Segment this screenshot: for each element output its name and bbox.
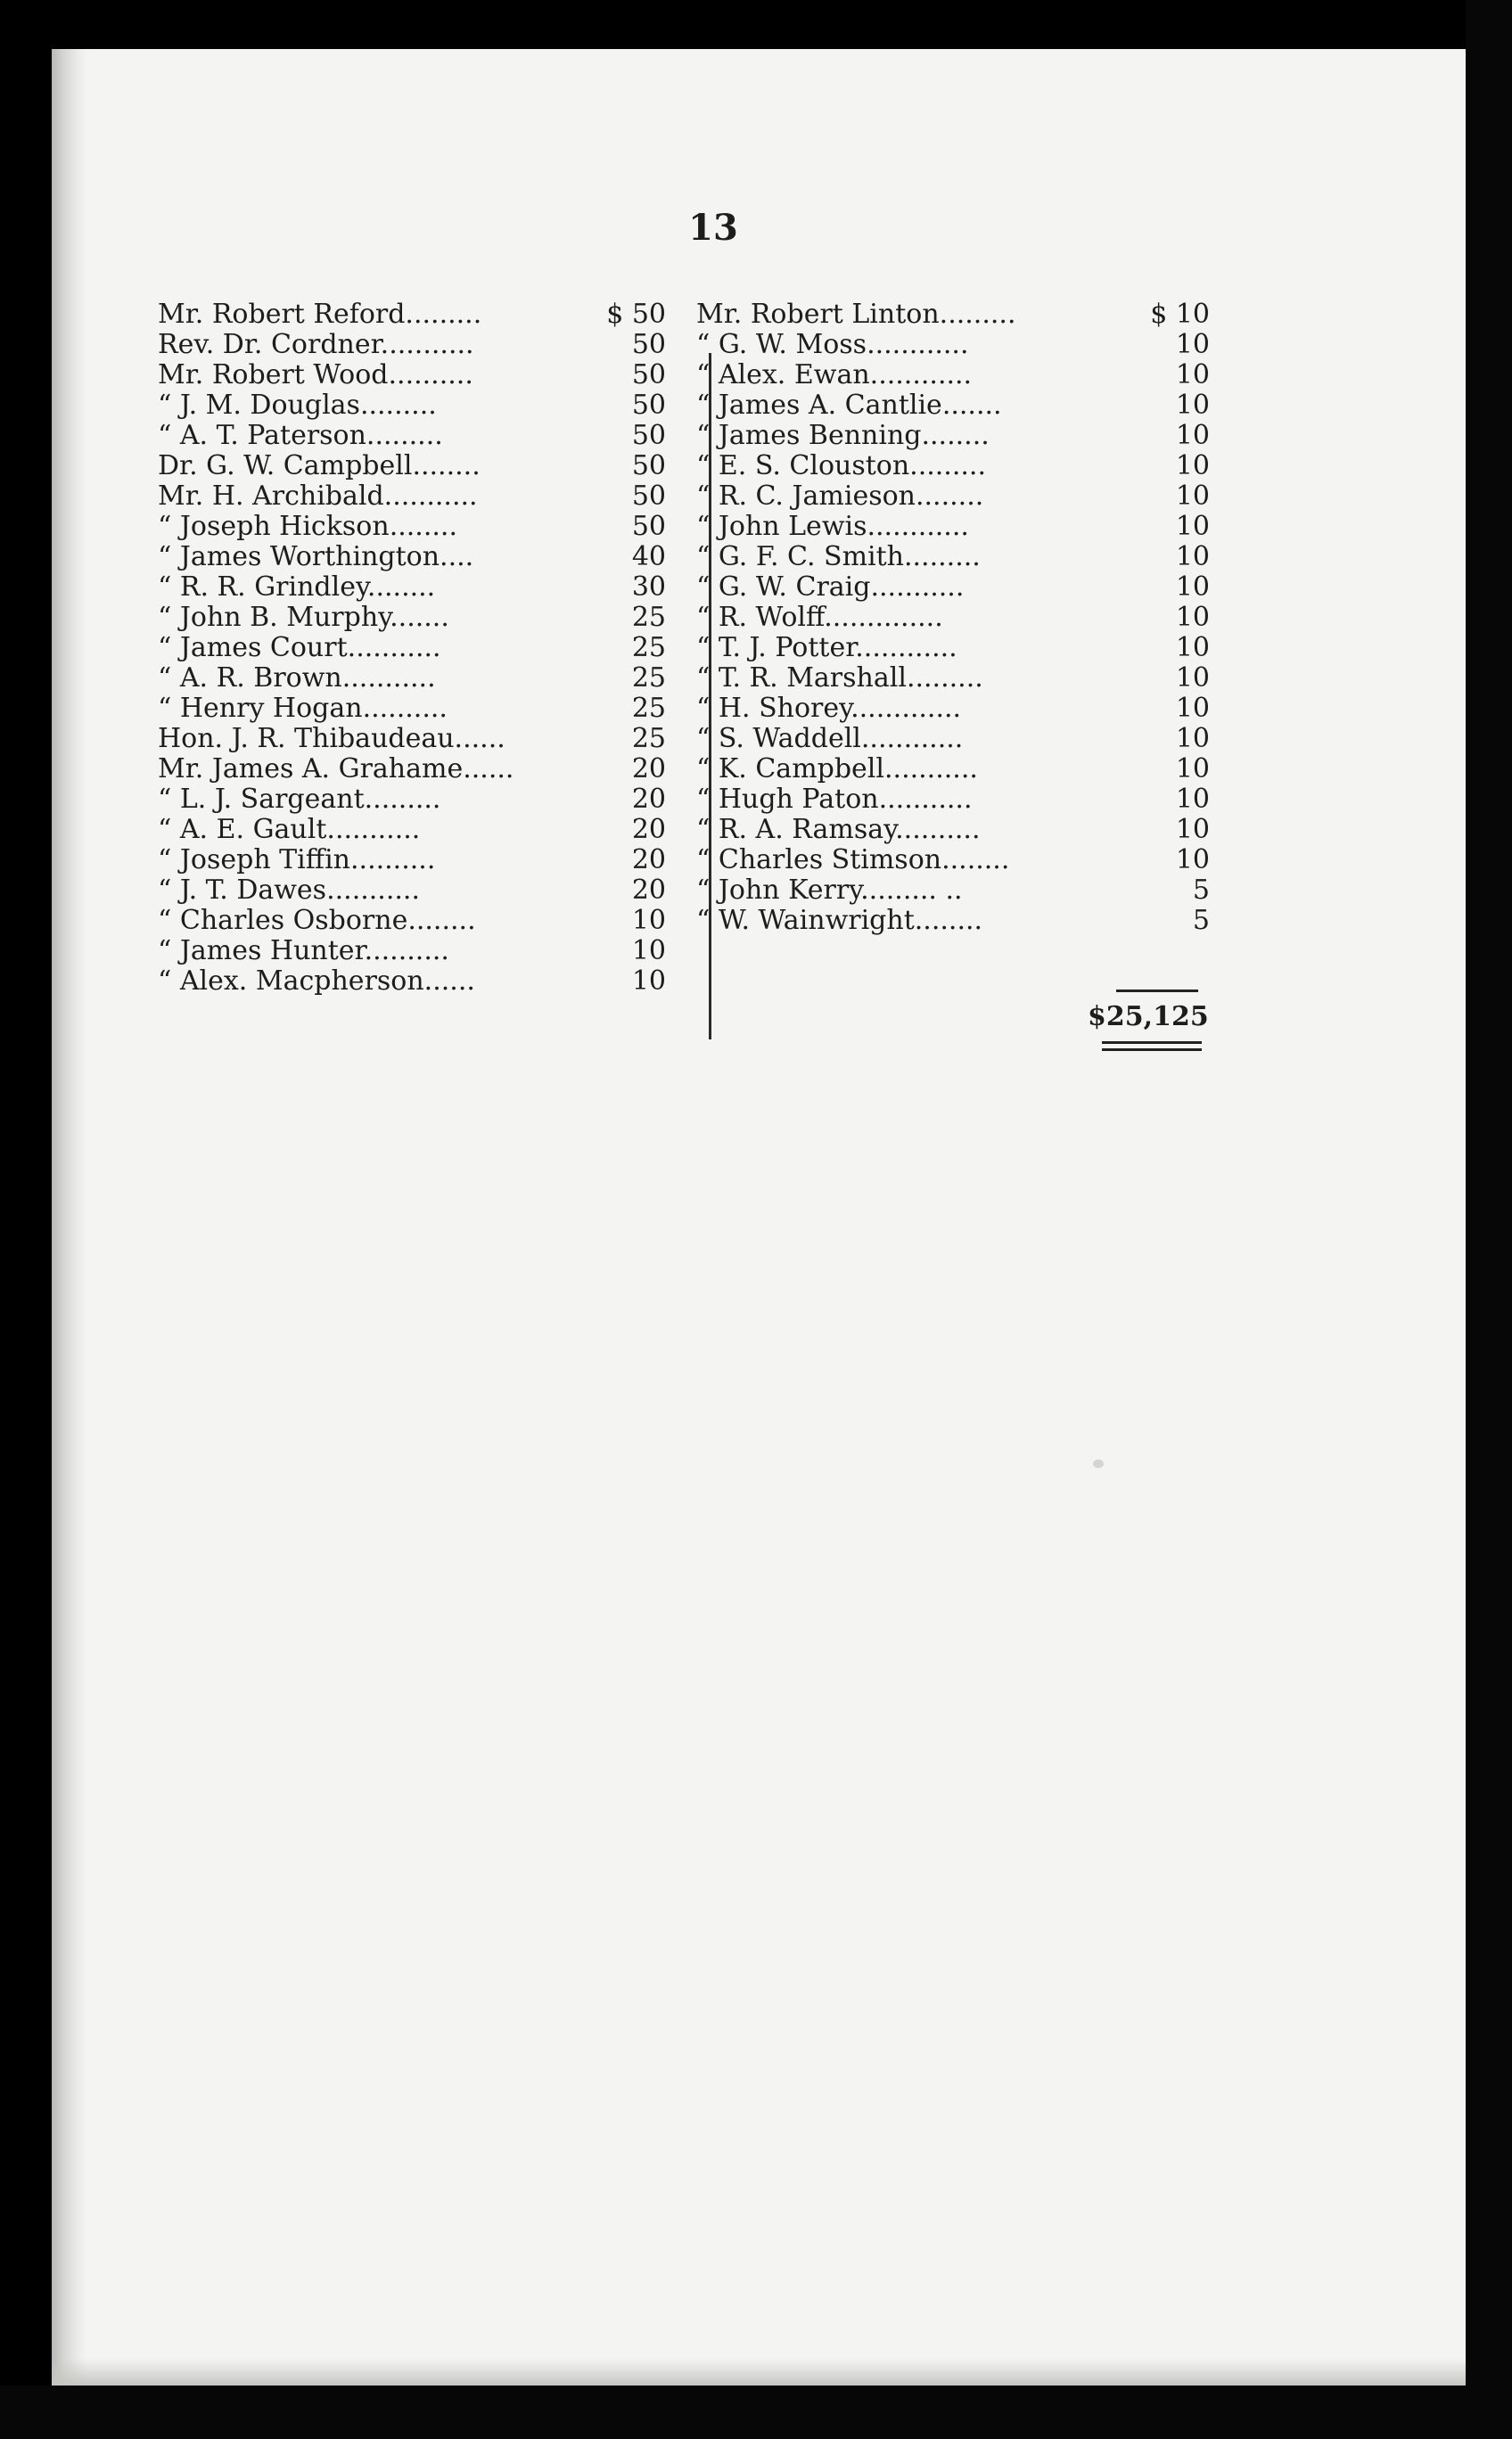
subscriber-name: “ Hugh Paton...........	[696, 784, 973, 815]
list-item	[158, 421, 666, 451]
subscription-amount: 25	[631, 602, 666, 633]
list-item	[696, 542, 1210, 572]
subscriber-name: “ R. A. Ramsay..........	[696, 814, 981, 845]
subscriber-name: “ E. S. Clouston.........	[696, 450, 986, 481]
paper-speck	[1093, 1459, 1104, 1468]
subscription-amount: 50	[631, 390, 666, 421]
list-item	[696, 330, 1210, 360]
subscription-amount: 10	[1175, 359, 1210, 390]
list-item	[158, 603, 666, 633]
list-item	[696, 694, 1210, 724]
subscriber-name: “ S. Waddell............	[696, 723, 964, 754]
subscription-amount: 50	[631, 480, 666, 512]
subscriber-name: “ A. E. Gault...........	[158, 814, 421, 845]
list-item	[696, 633, 1210, 663]
subscriber-name: “ A. T. Paterson.........	[158, 420, 443, 451]
list-item	[696, 663, 1210, 694]
subscription-amount: 20	[631, 844, 666, 875]
subscription-amount: 10	[1175, 662, 1210, 694]
subscription-amount: 30	[631, 571, 666, 603]
list-item	[158, 512, 666, 542]
subscription-amount: 10	[1175, 420, 1210, 451]
subscriber-name: “ James Court...........	[158, 632, 441, 663]
subscription-amount: 10	[1175, 511, 1210, 542]
list-item	[696, 906, 1210, 936]
subscription-amount: 10	[631, 965, 666, 997]
subscription-amount: 10	[1175, 723, 1210, 754]
subscription-amount: 10	[1175, 784, 1210, 815]
subscriber-name: “ R. R. Grindley........	[158, 571, 436, 603]
list-item	[158, 845, 666, 875]
list-item	[158, 966, 666, 997]
subscriber-name: “ Henry Hogan..........	[158, 693, 448, 724]
list-item	[158, 572, 666, 603]
list-item	[696, 390, 1210, 421]
total-double-rule	[1102, 1041, 1202, 1044]
subscription-amount: 5	[1192, 875, 1210, 906]
subscription-amount: 50	[631, 511, 666, 542]
total-double-rule	[1102, 1048, 1202, 1051]
subscriber-name: “ W. Wainwright........	[696, 905, 983, 936]
subscriber-name: “ Charles Osborne........	[158, 905, 476, 936]
list-item	[696, 512, 1210, 542]
subscription-amount: 10	[1175, 814, 1210, 845]
list-item	[696, 875, 1210, 906]
subscriber-name: “ Alex. Macpherson......	[158, 965, 475, 997]
subscriber-name: “ G. W. Moss............	[696, 329, 969, 360]
subscription-amount: 50	[631, 359, 666, 390]
list-item	[158, 481, 666, 512]
subscriber-name: “ T. J. Potter............	[696, 632, 957, 663]
list-item	[696, 845, 1210, 875]
list-item	[158, 875, 666, 906]
subscriber-name: Mr. Robert Linton.........	[696, 299, 1016, 330]
scan-border-top	[0, 0, 1512, 49]
subscriber-name: “ James A. Cantlie.......	[696, 390, 1002, 421]
list-item	[696, 815, 1210, 845]
subscriber-name: “ John B. Murphy.......	[158, 602, 449, 633]
list-item	[696, 300, 1210, 330]
list-item	[158, 300, 666, 330]
list-item	[158, 542, 666, 572]
subscription-amount: $ 50	[606, 299, 666, 330]
list-item	[696, 784, 1210, 815]
subscription-amount: 10	[1175, 571, 1210, 603]
subscriber-name: “ James Benning........	[696, 420, 990, 451]
subscription-amount: 10	[1175, 390, 1210, 421]
list-item	[158, 724, 666, 754]
subscriber-name: “ Joseph Hickson........	[158, 511, 457, 542]
list-item	[696, 724, 1210, 754]
list-item	[696, 421, 1210, 451]
subscription-amount: 20	[631, 784, 666, 815]
subscription-amount: 20	[631, 814, 666, 845]
total-rule-top	[1116, 990, 1198, 992]
page-number: 13	[688, 207, 738, 249]
subscription-amount: 25	[631, 662, 666, 694]
subscriber-name: Hon. J. R. Thibaudeau......	[158, 723, 505, 754]
list-item	[696, 360, 1210, 390]
list-item	[158, 633, 666, 663]
subscriber-name: Mr. James A. Grahame......	[158, 753, 514, 784]
subscriber-name: “ G. F. C. Smith.........	[696, 541, 981, 572]
subscriber-name: “ J. M. Douglas.........	[158, 390, 437, 421]
subscriber-name: “ G. W. Craig...........	[696, 571, 965, 603]
subscription-amount: 10	[1175, 602, 1210, 633]
subscription-amount: 10	[1175, 541, 1210, 572]
subscription-amount: 10	[1175, 693, 1210, 724]
subscriber-name: “ L. J. Sargeant.........	[158, 784, 441, 815]
list-item	[158, 663, 666, 694]
subscription-amount: 10	[631, 935, 666, 966]
subscriber-name: Mr. Robert Reford.........	[158, 299, 482, 330]
subscriber-name: Dr. G. W. Campbell........	[158, 450, 481, 481]
subscription-amount: 5	[1192, 905, 1210, 936]
list-item	[158, 784, 666, 815]
subscription-amount: 20	[631, 753, 666, 784]
list-item	[158, 906, 666, 936]
subscriber-name: “ John Lewis............	[696, 511, 969, 542]
page-gutter-shadow	[52, 49, 87, 2386]
subscription-amount: 10	[1175, 753, 1210, 784]
grand-total: $25,125	[1088, 1001, 1209, 1032]
subscriber-list-right	[696, 300, 1210, 936]
list-item	[696, 481, 1210, 512]
subscriber-name: “ James Worthington....	[158, 541, 474, 572]
subscriber-name: “ Charles Stimson........	[696, 844, 1010, 875]
subscriber-name: “ A. R. Brown...........	[158, 662, 436, 694]
subscription-amount: 50	[631, 420, 666, 451]
subscriber-name: “ R. Wolff..............	[696, 602, 943, 633]
list-item	[696, 572, 1210, 603]
subscription-amount: 10	[1175, 632, 1210, 663]
page-bottom-shadow	[52, 2359, 1466, 2386]
list-item	[158, 360, 666, 390]
list-item	[696, 451, 1210, 481]
scan-border-bottom	[0, 2386, 1512, 2439]
subscriber-name: “ James Hunter..........	[158, 935, 449, 966]
subscription-amount: 40	[631, 541, 666, 572]
subscriber-name: “ H. Shorey.............	[696, 693, 962, 724]
subscriber-name: “ J. T. Dawes...........	[158, 875, 420, 906]
subscriber-name: “ T. R. Marshall.........	[696, 662, 983, 694]
subscription-amount: 10	[1175, 480, 1210, 512]
list-item	[696, 754, 1210, 784]
scan-border-right	[1466, 0, 1512, 2439]
subscriber-name: “ R. C. Jamieson........	[696, 480, 984, 512]
list-item	[158, 390, 666, 421]
list-item	[158, 694, 666, 724]
list-item	[158, 451, 666, 481]
subscription-amount: 25	[631, 723, 666, 754]
subscription-amount: $ 10	[1150, 299, 1210, 330]
subscriber-name: “ K. Campbell...........	[696, 753, 978, 784]
subscription-amount: 25	[631, 693, 666, 724]
subscription-amount: 10	[631, 905, 666, 936]
subscriber-name: Mr. Robert Wood..........	[158, 359, 473, 390]
subscription-amount: 10	[1175, 329, 1210, 360]
list-item	[696, 603, 1210, 633]
subscriber-list-left	[158, 300, 666, 997]
list-item	[158, 936, 666, 966]
subscription-amount: 20	[631, 875, 666, 906]
subscription-amount: 50	[631, 329, 666, 360]
subscription-amount: 10	[1175, 844, 1210, 875]
subscriber-name: Mr. H. Archibald...........	[158, 480, 478, 512]
subscriber-name: “ Alex. Ewan............	[696, 359, 973, 390]
scan-border-left	[0, 0, 52, 2439]
list-item	[158, 815, 666, 845]
subscriber-name: “ Joseph Tiffin..........	[158, 844, 436, 875]
subscription-amount: 25	[631, 632, 666, 663]
subscription-amount: 10	[1175, 450, 1210, 481]
list-item	[158, 754, 666, 784]
subscriber-name: “ John Kerry......... ..	[696, 875, 963, 906]
subscriber-name: Rev. Dr. Cordner...........	[158, 329, 474, 360]
subscription-amount: 50	[631, 450, 666, 481]
list-item	[158, 330, 666, 360]
